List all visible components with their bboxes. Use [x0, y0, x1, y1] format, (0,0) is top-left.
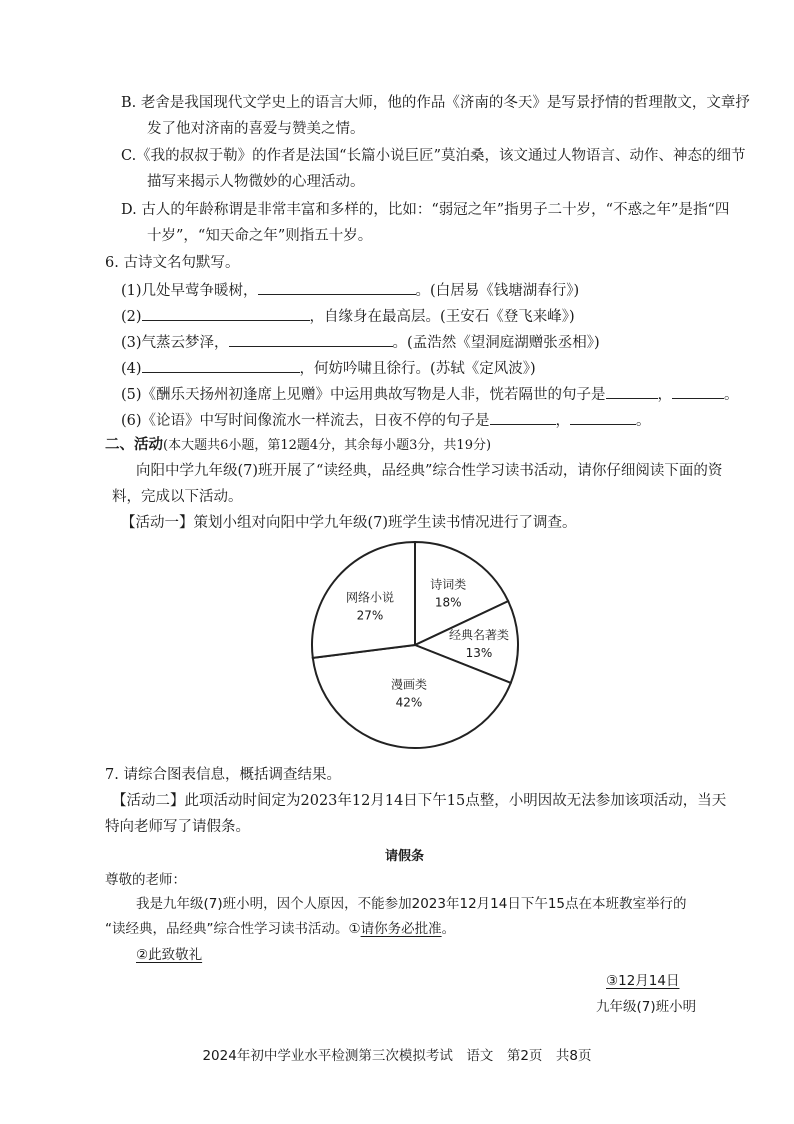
pie-slice-label: 诗词类	[430, 577, 467, 592]
question-6-title: 6. 古诗文名句默写。	[105, 255, 240, 271]
answer-blank[interactable]	[490, 410, 556, 425]
section-2-note: (本大题共6小题，第12题4分，其余每小题3分，共19分)	[163, 438, 492, 453]
answer-blank[interactable]	[606, 384, 658, 399]
activity-2-line1: 【活动二】此项活动时间定为2023年12月14日下午15点整，小明因故无法参加该项活动，当天	[112, 793, 727, 809]
q6-item-4-pre: (4)	[121, 361, 142, 377]
page-footer: 2024年初中学业水平检测第三次模拟考试 语文 第2页 共8页	[202, 1048, 592, 1064]
option-b-line2: 发了他对济南的喜爱与赞美之情。	[147, 121, 365, 137]
leave-note-signer: 九年级(7)班小明	[596, 999, 697, 1015]
leave-note-body-line2	[105, 920, 455, 938]
pie-slice-value: 42%	[395, 695, 423, 710]
pie-slice-label: 漫画类	[390, 677, 427, 692]
option-c-line1: C.《我的叔叔于勒》的作者是法国“长篇小说巨匠”莫泊桑，该文通过人物语言、动作、神态的细节	[121, 148, 746, 164]
q6-item-6	[121, 410, 651, 430]
leave-note-salutation: 尊敬的老师：	[105, 872, 186, 888]
q6-item-6-post: 。	[636, 413, 651, 429]
q6-item-1	[121, 280, 579, 300]
q6-item-4	[121, 358, 536, 378]
q6-item-2	[121, 306, 575, 326]
leave-note-closing: ②此致敬礼	[136, 947, 203, 963]
leave-note-title: 请假条	[385, 849, 425, 864]
q6-item-5-pre: (5)《酬乐天扬州初逢席上见赠》中运用典故写物是人非，恍若隔世的句子是	[121, 387, 606, 403]
leave-note-body-post: 。	[441, 921, 456, 937]
pie-slice-value: 13%	[465, 645, 493, 660]
q6-item-2-post: ，自缘身在最高层。(王安石《登飞来峰》)	[309, 309, 575, 325]
option-d-line2: 十岁”，“知天命之年”则指五十岁。	[147, 228, 373, 244]
answer-blank[interactable]	[229, 332, 393, 347]
section-2-title: 二、活动	[105, 436, 163, 453]
q6-item-5-post: 。	[724, 387, 739, 403]
section-2-intro-line2: 料，完成以下活动。	[112, 489, 243, 505]
q6-item-3-post: 。(孟浩然《望洞庭湖赠张丞相》)	[392, 335, 600, 351]
q6-item-3	[121, 332, 600, 352]
question-7-title: 7. 请综合图表信息，概括调查结果。	[105, 767, 341, 783]
pie-slice-value: 27%	[356, 608, 384, 623]
answer-blank[interactable]	[142, 306, 310, 321]
q6-item-1-pre: (1)几处早莺争暖树，	[121, 283, 258, 299]
q6-item-5-mid: ，	[657, 387, 673, 403]
option-c-line2: 描写来揭示人物微妙的心理活动。	[147, 174, 365, 190]
section-2-heading	[105, 436, 491, 455]
q6-item-2-pre: (2)	[121, 309, 142, 325]
leave-note-body-line1: 我是九年级(7)班小明，因个人原因，不能参加2023年12月14日下午15点在本班教室举行的	[136, 896, 687, 912]
leave-note-underlined-phrase: 请你务必批准	[360, 921, 442, 937]
q6-item-6-pre: (6)《论语》中写时间像流水一样流去，日夜不停的句子是	[121, 413, 490, 429]
activity-2-line2: 特向老师写了请假条。	[105, 819, 250, 835]
reading-survey-pie-chart	[300, 530, 530, 760]
pie-slice-label: 网络小说	[345, 590, 395, 605]
q6-item-3-pre: (3)气蒸云梦泽，	[121, 335, 229, 351]
option-b-line1: B. 老舍是我国现代文学史上的语言大师，他的作品《济南的冬天》是写景抒情的哲理散文，文章抒	[121, 95, 750, 111]
activity-1-text: 【活动一】策划小组对向阳中学九年级(7)班学生读书情况进行了调查。	[121, 515, 577, 531]
leave-note-body-pre: “读经典，品经典”综合性学习读书活动。①	[105, 921, 361, 937]
option-d-line1: D. 古人的年龄称谓是非常丰富和多样的，比如：“弱冠之年”指男子二十岁，“不惑之年”是指“四	[121, 202, 730, 218]
leave-note-date: ③12月14日	[606, 973, 680, 989]
answer-blank[interactable]	[142, 358, 300, 373]
answer-blank[interactable]	[672, 384, 724, 399]
answer-blank[interactable]	[258, 280, 416, 295]
q6-item-1-post: 。(白居易《钱塘湖春行》)	[415, 283, 580, 299]
pie-slice-value: 18%	[434, 595, 462, 610]
answer-blank[interactable]	[570, 410, 636, 425]
pie-slice-label: 经典名著类	[448, 627, 509, 642]
q6-item-4-post: ，何妨吟啸且徐行。(苏轼《定风波》)	[299, 361, 536, 377]
q6-item-6-mid: ，	[555, 413, 571, 429]
section-2-intro-line1: 向阳中学九年级(7)班开展了“读经典，品经典”综合性学习读书活动，请你仔细阅读下面的资	[136, 463, 723, 479]
q6-item-5	[121, 384, 739, 404]
